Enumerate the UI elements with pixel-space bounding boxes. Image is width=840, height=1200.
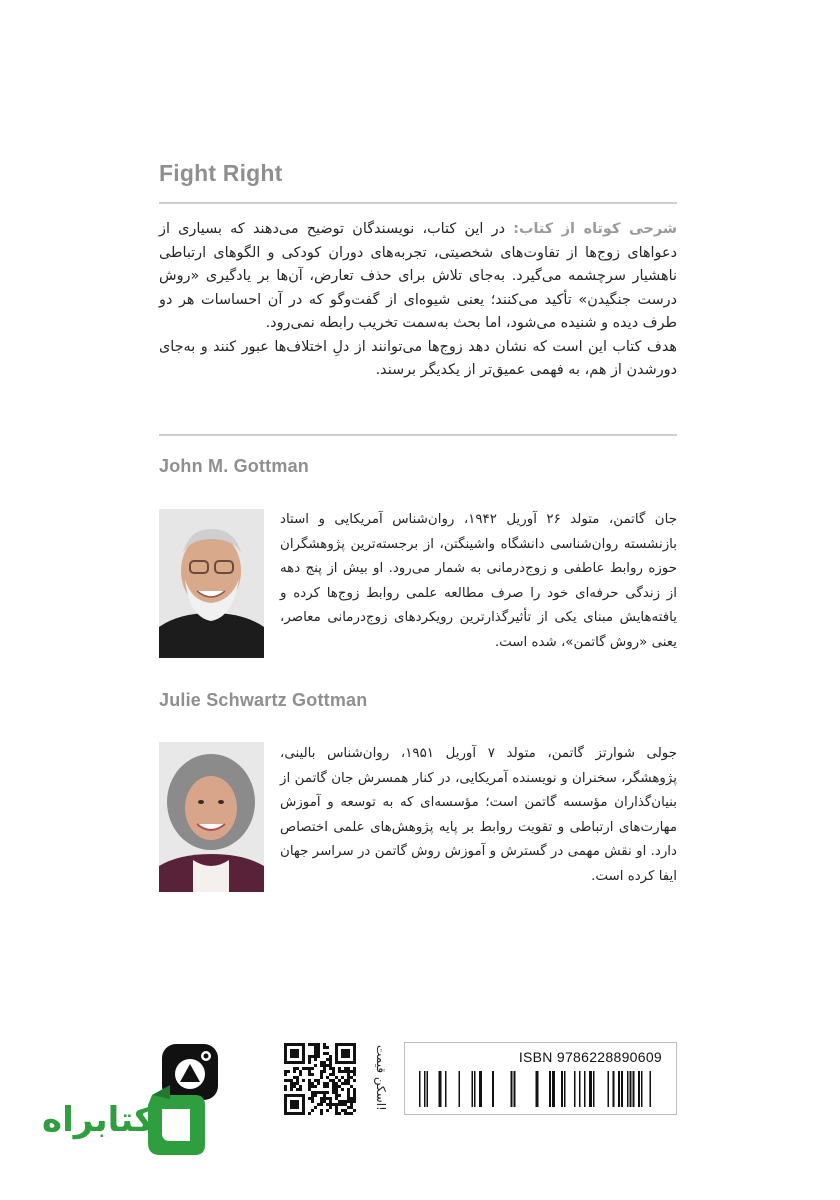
qr-module <box>323 1097 326 1100</box>
barcode-bar <box>419 1071 421 1107</box>
barcode-bar <box>574 1071 576 1107</box>
qr-code <box>284 1043 356 1115</box>
qr-module <box>323 1067 326 1070</box>
qr-module <box>284 1073 287 1076</box>
qr-module <box>311 1091 314 1094</box>
qr-module <box>308 1055 311 1058</box>
qr-module <box>320 1097 323 1100</box>
qr-module <box>308 1088 311 1091</box>
qr-module <box>308 1112 311 1115</box>
barcode-bar <box>608 1071 610 1107</box>
qr-module <box>341 1070 344 1073</box>
qr-module <box>317 1046 320 1049</box>
qr-module <box>311 1043 314 1046</box>
qr-module <box>326 1052 329 1055</box>
qr-module <box>308 1097 311 1100</box>
qr-module <box>323 1043 326 1046</box>
qr-module <box>284 1085 287 1088</box>
qr-module <box>308 1061 311 1064</box>
qr-module <box>326 1091 329 1094</box>
qr-module <box>332 1103 335 1106</box>
barcode-bar <box>536 1071 539 1107</box>
qr-module <box>347 1097 350 1100</box>
qr-module <box>350 1085 353 1088</box>
qr-module <box>284 1070 287 1073</box>
qr-module <box>326 1097 329 1100</box>
qr-module <box>317 1103 320 1106</box>
qr-module <box>335 1103 338 1106</box>
qr-module <box>299 1070 302 1073</box>
qr-module <box>296 1079 299 1082</box>
qr-module <box>338 1112 341 1115</box>
qr-module <box>353 1094 356 1097</box>
barcode-bar <box>618 1071 620 1107</box>
qr-module <box>335 1085 338 1088</box>
qr-module <box>347 1088 350 1091</box>
qr-module <box>353 1067 356 1070</box>
qr-module <box>296 1082 299 1085</box>
qr-module <box>332 1085 335 1088</box>
barcode-bar <box>630 1071 632 1107</box>
qr-module <box>317 1091 320 1094</box>
qr-module <box>326 1076 329 1079</box>
qr-module <box>323 1082 326 1085</box>
barcode-bar <box>638 1071 640 1107</box>
qr-module <box>308 1070 311 1073</box>
barcode-bar <box>650 1071 652 1107</box>
book-title-en: Fight Right <box>159 160 283 186</box>
qr-module <box>341 1100 344 1103</box>
qr-module <box>350 1112 353 1115</box>
qr-module <box>326 1058 329 1061</box>
qr-module <box>320 1064 323 1067</box>
qr-module <box>299 1073 302 1076</box>
qr-module <box>323 1094 326 1097</box>
barcode-bar <box>492 1071 494 1107</box>
qr-module <box>353 1097 356 1100</box>
qr-module <box>317 1055 320 1058</box>
barcode-bar <box>613 1071 615 1107</box>
barcode-bar <box>479 1071 482 1107</box>
qr-module <box>335 1076 338 1079</box>
qr-module <box>332 1082 335 1085</box>
qr-module <box>320 1100 323 1103</box>
barcode-bar <box>474 1071 476 1107</box>
qr-module <box>335 1097 338 1100</box>
qr-module <box>353 1079 356 1082</box>
qr-module <box>341 1076 344 1079</box>
qr-module <box>314 1058 317 1061</box>
barcode-bar <box>439 1071 442 1107</box>
qr-module <box>320 1091 323 1094</box>
qr-module <box>332 1067 335 1070</box>
qr-module <box>326 1085 329 1088</box>
qr-module <box>350 1106 353 1109</box>
qr-module <box>311 1085 314 1088</box>
qr-module <box>329 1079 332 1082</box>
qr-module <box>314 1055 317 1058</box>
qr-module <box>320 1076 323 1079</box>
qr-module <box>350 1070 353 1073</box>
qr-module <box>329 1055 332 1058</box>
barcode-bar <box>552 1071 555 1107</box>
qr-module <box>329 1064 332 1067</box>
qr-module <box>293 1067 296 1070</box>
barcode-bar <box>593 1071 595 1107</box>
qr-module <box>335 1112 338 1115</box>
barcode-bar <box>621 1071 623 1107</box>
qr-module <box>353 1091 356 1094</box>
qr-module <box>317 1043 320 1046</box>
qr-module <box>293 1076 296 1079</box>
qr-module <box>323 1085 326 1088</box>
qr-module <box>293 1070 296 1073</box>
qr-module <box>284 1079 287 1082</box>
qr-module <box>323 1064 326 1067</box>
author-bio-julie: جولی شوارتز گاتمن، متولد ۷ آوریل ۱۹۵۱، روان‌شناس بالینی، پژوهشگر، سخنران و نویسنده آمریکایی، در کنار همسرش جان گاتمن از بنیان‌گذاران مؤسسه گاتمن است؛ مؤسسه‌ای که به توسعه و آموزش مهارت‌های ارتباطی و تقویت روابط بر پایه پژوهش‌های علمی اختصاص دارد. او نقش مهمی در گسترش و آموزش روش گاتمن در سراسر جهان ایفا کرده است. <box>280 746 677 884</box>
barcode-bar <box>514 1071 516 1107</box>
qr-module <box>311 1073 314 1076</box>
qr-module <box>290 1088 293 1091</box>
qr-module <box>314 1052 317 1055</box>
qr-module <box>353 1070 356 1073</box>
qr-module <box>317 1052 320 1055</box>
qr-module <box>317 1049 320 1052</box>
author-name-julie: Julie Schwartz Gottman <box>159 690 368 710</box>
qr-module <box>347 1091 350 1094</box>
qr-module <box>302 1079 305 1082</box>
qr-module <box>305 1067 308 1070</box>
qr-module <box>308 1073 311 1076</box>
isbn-barcode-box <box>404 1042 677 1115</box>
qr-module <box>299 1085 302 1088</box>
qr-module <box>329 1100 332 1103</box>
qr-module <box>299 1088 302 1091</box>
summary-paragraph-2: هدف کتاب این است که نشان دهد زوج‌ها می‌توانند از دلِ اختلاف‌ها عبور کنند و به‌جای دورشدن از هم، به فهمی عمیق‌تر از یکدیگر برسند. <box>159 338 677 378</box>
qr-module <box>314 1046 317 1049</box>
qr-module <box>353 1109 356 1112</box>
qr-module <box>329 1073 332 1076</box>
qr-module <box>308 1043 311 1046</box>
qr-module <box>338 1070 341 1073</box>
barcode-bar <box>589 1071 592 1107</box>
qr-module <box>344 1103 347 1106</box>
qr-module <box>350 1103 353 1106</box>
qr-module <box>344 1082 347 1085</box>
qr-module <box>335 1088 338 1091</box>
qr-module <box>353 1073 356 1076</box>
qr-module <box>332 1088 335 1091</box>
qr-module <box>350 1097 353 1100</box>
barcode-bar <box>564 1071 566 1107</box>
qr-module <box>353 1100 356 1103</box>
qr-module <box>329 1097 332 1100</box>
qr-module <box>329 1103 332 1106</box>
qr-module <box>344 1079 347 1082</box>
qr-module <box>341 1082 344 1085</box>
qr-module <box>347 1073 350 1076</box>
qr-module <box>308 1079 311 1082</box>
qr-module <box>347 1106 350 1109</box>
qr-module <box>302 1067 305 1070</box>
qr-module <box>338 1094 341 1097</box>
qr-module <box>326 1109 329 1112</box>
barcode-bar <box>579 1071 581 1107</box>
qr-module <box>296 1067 299 1070</box>
qr-module <box>335 1094 338 1097</box>
qr-module <box>347 1079 350 1082</box>
barcode-bar <box>472 1071 474 1107</box>
qr-module <box>347 1082 350 1085</box>
qr-finder <box>290 1049 299 1058</box>
qr-module <box>290 1079 293 1082</box>
qr-module <box>314 1085 317 1088</box>
qr-module <box>311 1109 314 1112</box>
qr-module <box>326 1064 329 1067</box>
barcode <box>419 1071 664 1107</box>
qr-module <box>332 1079 335 1082</box>
qr-module <box>293 1085 296 1088</box>
divider-middle <box>159 434 677 436</box>
qr-module <box>332 1070 335 1073</box>
qr-module <box>347 1076 350 1079</box>
qr-module <box>341 1088 344 1091</box>
qr-module <box>287 1079 290 1082</box>
summary-paragraph-1 <box>159 218 677 336</box>
qr-module <box>287 1070 290 1073</box>
qr-module <box>350 1076 353 1079</box>
qr-module <box>329 1067 332 1070</box>
qr-module <box>335 1082 338 1085</box>
qr-module <box>323 1052 326 1055</box>
qr-module <box>329 1058 332 1061</box>
qr-module <box>347 1094 350 1097</box>
isbn-number: ISBN 9786228890609 <box>518 1049 662 1065</box>
qr-module <box>317 1079 320 1082</box>
qr-module <box>284 1088 287 1091</box>
barcode-bar <box>445 1071 447 1107</box>
qr-module <box>332 1073 335 1076</box>
barcode-bar <box>459 1071 461 1107</box>
qr-module <box>323 1061 326 1064</box>
qr-module <box>311 1067 314 1070</box>
qr-module <box>338 1067 341 1070</box>
qr-module <box>335 1109 338 1112</box>
qr-module <box>335 1106 338 1109</box>
qr-module <box>320 1070 323 1073</box>
qr-module <box>326 1103 329 1106</box>
qr-finder <box>290 1100 299 1109</box>
scan-price-label: اسکن قیمت! <box>374 1044 388 1111</box>
qr-module <box>290 1085 293 1088</box>
qr-module <box>323 1070 326 1073</box>
qr-finder <box>341 1049 350 1058</box>
qr-module <box>311 1094 314 1097</box>
qr-module <box>344 1067 347 1070</box>
qr-module <box>338 1085 341 1088</box>
author-name-john: John M. Gottman <box>159 456 309 476</box>
qr-module <box>311 1055 314 1058</box>
qr-module <box>320 1103 323 1106</box>
divider-top <box>159 202 677 204</box>
qr-module <box>311 1082 314 1085</box>
qr-module <box>335 1091 338 1094</box>
qr-module <box>311 1097 314 1100</box>
qr-module <box>293 1082 296 1085</box>
qr-module <box>296 1088 299 1091</box>
qr-module <box>338 1100 341 1103</box>
qr-module <box>314 1064 317 1067</box>
barcode-bar <box>427 1071 429 1107</box>
qr-module <box>326 1082 329 1085</box>
barcode-bar <box>627 1071 629 1107</box>
qr-module <box>308 1082 311 1085</box>
qr-module <box>314 1106 317 1109</box>
book-summary <box>159 218 677 383</box>
author-bio-john: جان گاتمن، متولد ۲۶ آوریل ۱۹۴۲، روان‌شناس آمریکایی و استاد بازنشسته روان‌شناسی دانشگاه واشینگتن، از برجسته‌ترین پژوهشگران حوزه روابط عاطفی و زوج‌درمانی به شمار می‌رود. او بیش از پنج دهه از زندگی حرفه‌ای خود را صرف مطالعه علمی روابط زوج‌ها کرده و یافته‌هایش مبنای یکی از تأثیرگذارترین رویکردهای زوج‌درمانی معاصر، یعنی «روش گاتمن»، شده است. <box>280 512 678 650</box>
ketabrah-wordmark: کتابراه <box>42 1100 155 1140</box>
qr-module <box>296 1076 299 1079</box>
qr-module <box>314 1091 317 1094</box>
barcode-bar <box>633 1071 635 1107</box>
qr-module <box>347 1100 350 1103</box>
qr-module <box>344 1070 347 1073</box>
qr-module <box>338 1103 341 1106</box>
barcode-bar <box>424 1071 426 1107</box>
qr-module <box>320 1073 323 1076</box>
qr-module <box>350 1100 353 1103</box>
qr-module <box>314 1079 317 1082</box>
barcode-bar <box>561 1071 563 1107</box>
barcode-bar <box>584 1071 586 1107</box>
qr-module <box>344 1112 347 1115</box>
qr-module <box>323 1046 326 1049</box>
qr-module <box>326 1046 329 1049</box>
summary-lead: شرحی کوتاه از کتاب: <box>513 221 678 237</box>
author-photo-john <box>159 509 264 658</box>
qr-module <box>341 1103 344 1106</box>
qr-module <box>290 1082 293 1085</box>
qr-module <box>314 1043 317 1046</box>
barcode-bar <box>641 1071 643 1107</box>
qr-module <box>338 1079 341 1082</box>
author-photo-julie <box>159 742 264 892</box>
qr-module <box>314 1049 317 1052</box>
qr-module <box>320 1112 323 1115</box>
qr-module <box>323 1091 326 1094</box>
qr-module <box>332 1091 335 1094</box>
qr-module <box>320 1109 323 1112</box>
qr-module <box>329 1061 332 1064</box>
qr-module <box>320 1061 323 1064</box>
qr-module <box>344 1100 347 1103</box>
barcode-bar <box>549 1071 551 1107</box>
qr-module <box>317 1082 320 1085</box>
barcode-bar <box>511 1071 513 1107</box>
qr-module <box>344 1109 347 1112</box>
qr-module <box>314 1094 317 1097</box>
summary-text-1: در این کتاب، نویسندگان توضیح می‌دهند که بسیاری از دعواهای زوج‌ها از تفاوت‌های شخصیتی، تجربه‌های دوران کودکی و الگوهای ارتباطی ناهشیار سرچشمه می‌گیرد. به‌جای تلاش برای حذف تعارض، آن‌ها بر یادگیری «روش درست جنگیدن» تأکید می‌کنند؛ یعنی شیوه‌ای از گفت‌وگو که در آن احساسات هر دو طرف دیده و شنیده می‌شود، اما بحث به‌سمت تخریب رابطه نمی‌رود. <box>159 221 677 331</box>
qr-module <box>347 1112 350 1115</box>
qr-module <box>308 1058 311 1061</box>
qr-module <box>329 1106 332 1109</box>
qr-module <box>308 1067 311 1070</box>
qr-module <box>347 1070 350 1073</box>
qr-module <box>341 1109 344 1112</box>
qr-module <box>308 1085 311 1088</box>
qr-module <box>311 1100 314 1103</box>
qr-module <box>353 1088 356 1091</box>
qr-module <box>347 1067 350 1070</box>
qr-module <box>323 1100 326 1103</box>
